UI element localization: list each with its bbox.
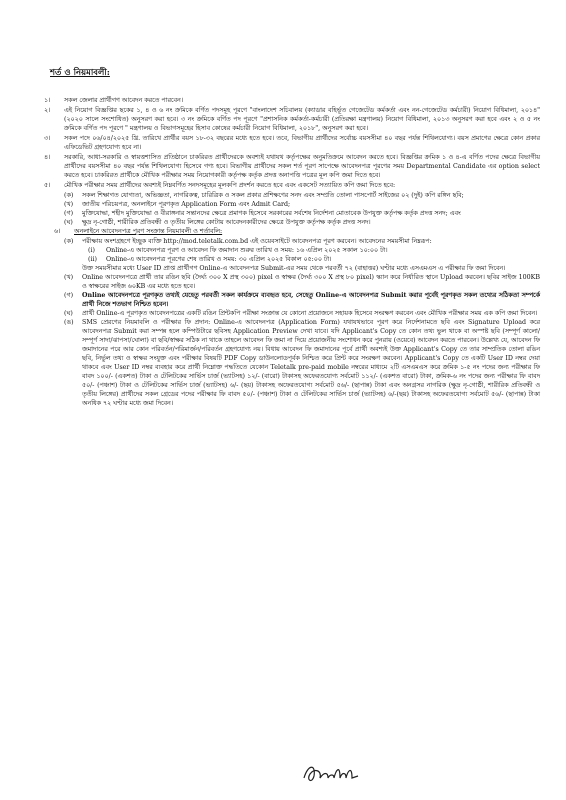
term-text: সকল জেলার প্রার্থীগণ আবেদন করতে পারবেন। — [64, 97, 183, 104]
term-number: ৫। — [44, 182, 51, 189]
signature-image — [300, 760, 360, 786]
term-number: ২। — [44, 107, 51, 114]
term-6-sub-ga — [64, 291, 540, 309]
date-point-1 — [88, 246, 540, 255]
point-label: (ii) — [88, 256, 97, 263]
sub-label: (গ) — [64, 210, 74, 217]
term-item-2 — [44, 106, 540, 133]
sub-text: প্রার্থী Online-এ পূরণকৃত আবেদনপত্রের একটি রঙিন প্রিন্টকপি পরীক্ষা সংক্রান্ত যে কোনো প্রয়োজনে সহায়ক হিসেবে সংরক্ষণ করবেন এবং মৌখিক পরীক্ষার সময় এক কপি জমা দিবেন। — [82, 310, 538, 317]
term-6-sub-gha — [64, 309, 540, 318]
term-5-sub-ka — [64, 191, 540, 200]
term-6-sub-uma — [64, 318, 540, 408]
term-item-4 — [44, 153, 540, 180]
sub-text: Online আবেদনপত্রে প্রার্থী তার রঙিন ছবি (দৈর্ঘ্য ৩০০ X প্রস্থ ৩০০) pixel ও স্বাক্ষর (দৈর্ঘ্য ৩০০ X প্রস্থ ৮০ pixel) স্ক্যান করে নির্ধারিত স্থানে Upload করবেন। ছবির সাইজ 100KB ও স্বাক্ষরের সাইজ ৬০KB এর মধ্যে হতে হবে। — [82, 274, 540, 290]
term-text: মৌখিক পরীক্ষার সময় প্রার্থীদের অবশ্যই নিম্নবর্ণিত সনদসমূহের মূলকপি প্রদর্শন করতে হবে এবং একসেট সত্যায়িত কপি জমা দিতে হবে: — [64, 182, 396, 189]
term-5-sub-gha — [64, 218, 540, 227]
sub-text: জাতীয় পরিচয়পত্র, অনলাইনে পূরণকৃত Application Form এবং Admit Card; — [82, 201, 291, 208]
term-text: এই নিয়োগ বিজ্ঞপ্তির ছকের ১, ৪ ও ৬ নং ক্রমিকে বর্ণিত পদসমূহ পূরণে "বাংলাদেশ সচিবালয় (ক্যাডার বহির্ভূত গেজেটেড কর্মকর্তা এবং নন-গেজেটেড কর্মচারী) নিয়োগ বিধিমালা, ২০১৪" (২০২০ সালে সংশোধিত) অনুসরণ করা হবে। ৩ নং ক্রমিকে বর্ণিত পদ পূরণে "প্রশাসনিক কর্মকর্তা-কর্মচারী (প্রতিরক্ষা মন্ত্রণালয়) নিয়োগ বিধিমালা, ২০১৩ অনুসরণ করা হবে এবং ২ ও ৫ নং ক্রমিকে বর্ণিত পদ পূরণে " মন্ত্রণালয় ও বিভাগসমূহের হিসাব কোষের কর্মচারী নিয়োগ বিধিমালা, ২০১৮", অনুসরণ করা হবে। — [64, 107, 540, 132]
term-text: সরকারি, আধা-সরকারি ও স্বায়ত্তশাসিত প্রতিষ্ঠানে চাকরিরত প্রার্থীদেরকে অবশ্যই যথাযথ কর্তৃপক্ষের অনুমতিক্রমে আবেদন করতে হবে। বিজ্ঞপ্তির ক্রমিক ১ ও ৪-এ বর্ণিত পদের ক্ষেত্রে বিভাগীয় প্রার্থীদের বয়সসীমা ৪০ বছর পর্যন্ত শিথিলযোগ্য হিসেবে গণ্য হবে। বিভাগীয় প্রার্থীদের সকল শর্ত পূরণ সাপেক্ষে আবেদনপত্র পূরণের সময় Departmental Candidate এর option select করতে হবে। চাকরিরত প্রার্থীকে মৌখিক পরীক্ষার সময় নিয়োগকারী কর্তৃপক্ষ কর্তৃক প্রদত্ত অনাপত্তি পত্রের মূল কপি জমা দিতে হবে। — [64, 154, 540, 179]
term-number: ৬। — [54, 228, 61, 235]
term-text: অনলাইনে আবেদনপত্র পূরণ সংক্রান্ত নিয়মাবলী ও শর্তাবলি: — [74, 228, 223, 235]
point-text: Online-এ আবেদনপত্র পূরণ ও আবেদন ফি জমাদান শুরুর তারিখ ও সময়: ১৬ এপ্রিল ২০২৫ সকাল ১০:০০ টা। — [106, 247, 388, 254]
sub-text: ক্ষুদ্র নৃ-গোষ্ঠী, শারীরিক প্রতিবন্ধী ও তৃতীয় লিঙ্গের কোটায় আবেদনকারীদের ক্ষেত্রে উপযুক্ত কর্তৃপক্ষ কর্তৃক প্রদত্ত সনদ। — [82, 219, 371, 226]
sub-text: SMS প্রেরণের নিয়মাবলি ও পরীক্ষার ফি প্রদান: Online-এ আবেদনপত্র (Application Form) যথাযথভাবে পূরণ করে নির্দেশনামতে ছবি এবং Signature Upload করে আবেদনপত্র Submit করা সম্পন্ন হলে কম্পিউটারে ছবিসহ Application Preview দেখা যাবে। যদি Applicant's Copy তে কোন তথ্য ভুল থাকে বা অস্পষ্ট ছবি (সম্পূর্ণ কালো/সম্পূর্ণ সাদা/ঝাপসা/ঘোলা) বা ছবি/স্বাক্ষর সঠিক না থাকে তাহলে আবেদন ফি জমা না দিয়ে প্রয়োজনীয় সংশোধন করে পুনরায় (ওয়েবে) আবেদন করতে পারবেন। উল্লেখ্য যে, আবেদন ফি জমাদানের পরে আর কোন পরিবর্তন/পরিমার্জন/পরিবর্তন গ্রহণযোগ্য নয়। বিধায় আবেদন ফি জমাদানের পূর্বে প্রার্থী অবশ্যই উক্ত Applicant's Copy তে তার সাম্প্রতিক তোলা রঙিন ছবি, নির্ভুল তথ্য ও স্বাক্ষর সংযুক্ত এবং পরীক্ষার বিষয়টি PDF Copy ডাউনলোডপূর্বক নিশ্চিত করে প্রিন্ট করে সংরক্ষণ করবেন। Applicant's Copy তে একটি User ID নম্বর দেয়া থাকবে এবং User ID নম্বর ব্যবহার করে প্রার্থী নিম্নোক্ত পদ্ধতিতে যেকোন Teletalk pre-paid mobile নম্বরের মাধ্যমে ২টি এসএমএস করে ক্রমিক ১-৫ নং পদের জন্য পরীক্ষার ফি বাবদ ১০০/- (একশত) টাকা ও টেলিটকের সার্ভিস চার্জ (ভ্যাটসহ) ১২/- (বারো) টাকাসহ অফেরতযোগ্য সর্বমোট ১১২/- (একশত বারো) টাকা, ক্রমিক-৬ নং পদের জন্য পরীক্ষার ফি বাবদ ৫০/- (পঞ্চাশ) টাকা ও টেলিটকের সার্ভিস চার্জ (ভ্যাটসহ) ৬/- (ছয়) টাকাসহ অফেরতযোগ্য সর্বমোট ৫৬/- (ছাপান্ন) টাকা এবং অনগ্রসর নাগরিক (ক্ষুদ্র নৃ-গোষ্ঠী, শারীরিক প্রতিবন্ধী ও তৃতীয় লিঙ্গের) প্রার্থীদের সকল গ্রেডের পদের পরীক্ষার ফি বাবদ ৫০/- (পঞ্চাশ) টাকা ও টেলিটকের সার্ভিস চার্জ (ভ্যাটসহ) ৬/-(ছয়) টাকাসহ অফেরতযোগ্য সর্বমোট ৫৬/- (ছাপান্ন) টাকা অনধিক ৭২ ঘণ্টার মধ্যে জমা দিবেন। — [82, 319, 540, 407]
term-number: ১। — [44, 97, 51, 104]
term-5-sub-ga — [64, 209, 540, 218]
term-text: সকল পদে ০৬/০৪/২০২৫ খ্রি. তারিখে প্রার্থীর বয়স ১৮-৩২ বছরের মধ্যে হতে হবে। তবে, বিভাগীয় প্রার্থীদের সর্বোচ্চ বয়সসীমা ৪০ বছর পর্যন্ত শিথিলযোগ্য। বয়স প্রমাণের ক্ষেত্রে কোন প্রকার এফিডেভিট গ্রহণযোগ্য হবে না। — [64, 135, 540, 151]
sub-after-text: উক্ত সময়সীমার মধ্যে User ID প্রাপ্ত প্রার্থীগণ Online-এ আবেদনপত্র Submit-এর সময় থেকে পরবর্তী ৭২ (বাহাত্তর) ঘণ্টার মধ্যে এসএমএস এ পরীক্ষার ফি জমা দিবেন। — [82, 265, 506, 272]
sub-label: (ঙ) — [64, 319, 74, 326]
terms-heading: শর্ত ও নিয়মাবলী: — [50, 68, 110, 78]
sub-label: (ঘ) — [64, 219, 73, 226]
term-item-1 — [44, 96, 540, 105]
term-number: ৩। — [44, 135, 51, 142]
sub-label: (ঘ) — [64, 310, 73, 317]
point-text: Online-এ আবেদনপত্র পূরণের শেষ তারিখ ও সময়: ৩০ এপ্রিল ২০২৫ বিকাল ০৫:০০ টা। — [106, 256, 332, 263]
point-label: (i) — [88, 247, 95, 254]
term-item-6 — [54, 227, 540, 236]
sub-label: (ক) — [64, 192, 74, 199]
sub-text: মুক্তিযোদ্ধা, শহীদ মুক্তিযোদ্ধা ও বীরাঙ্গনার সন্তানদের ক্ষেত্রে প্রমাণক হিসেবে সরকারের সর্বশেষ নির্দেশনা মোতাবেক উপযুক্ত কর্তৃপক্ষ কর্তৃক প্রদত্ত সনদ; এবং — [82, 210, 461, 217]
term-6-sub-kha — [64, 273, 540, 291]
date-point-2 — [88, 255, 540, 264]
term-item-3 — [44, 134, 540, 152]
sub-label: (গ) — [64, 292, 74, 299]
terms-body — [44, 96, 540, 408]
term-item-5 — [44, 181, 540, 190]
sub-text: Online আবেদনপত্রে পূরণকৃত তথ্যই যেহেতু পরবর্তী সকল কার্যক্রমে ব্যবহৃত হবে, সেহেতু Online-এ আবেদনপত্র Submit করার পূর্বেই পূরণকৃত সকল তথ্যের সঠিকতা সম্পর্কে প্রার্থী নিজে শতভাগ নিশ্চিত হবেন। — [82, 292, 540, 308]
term-6-sub-ka — [64, 237, 540, 273]
sub-text: সকল শিক্ষাগত যোগ্যতা, অভিজ্ঞতা, নাগরিকত্ব, চারিত্রিক ও সকল প্রকার প্রশিক্ষণের সনদ এবং সম্প্রতি তোলা পাসপোর্ট সাইজের ০২ (দুই) কপি রঙ্গিন ছবি; — [82, 192, 464, 199]
sub-text: পরীক্ষায় অংশগ্রহণে ইচ্ছুক ব্যক্তি http://mod.teletalk.com.bd এই ওয়েবসাইটে আবেদনপত্র পূরণ করবেন। আবেদনের সময়সীমা নিম্নরূপ: — [82, 238, 432, 245]
sub-label: (ক) — [64, 238, 74, 245]
sub-label: (খ) — [64, 274, 74, 281]
term-number: ৪। — [44, 154, 51, 161]
sub-label: (খ) — [64, 201, 74, 208]
term-5-sub-kha — [64, 200, 540, 209]
